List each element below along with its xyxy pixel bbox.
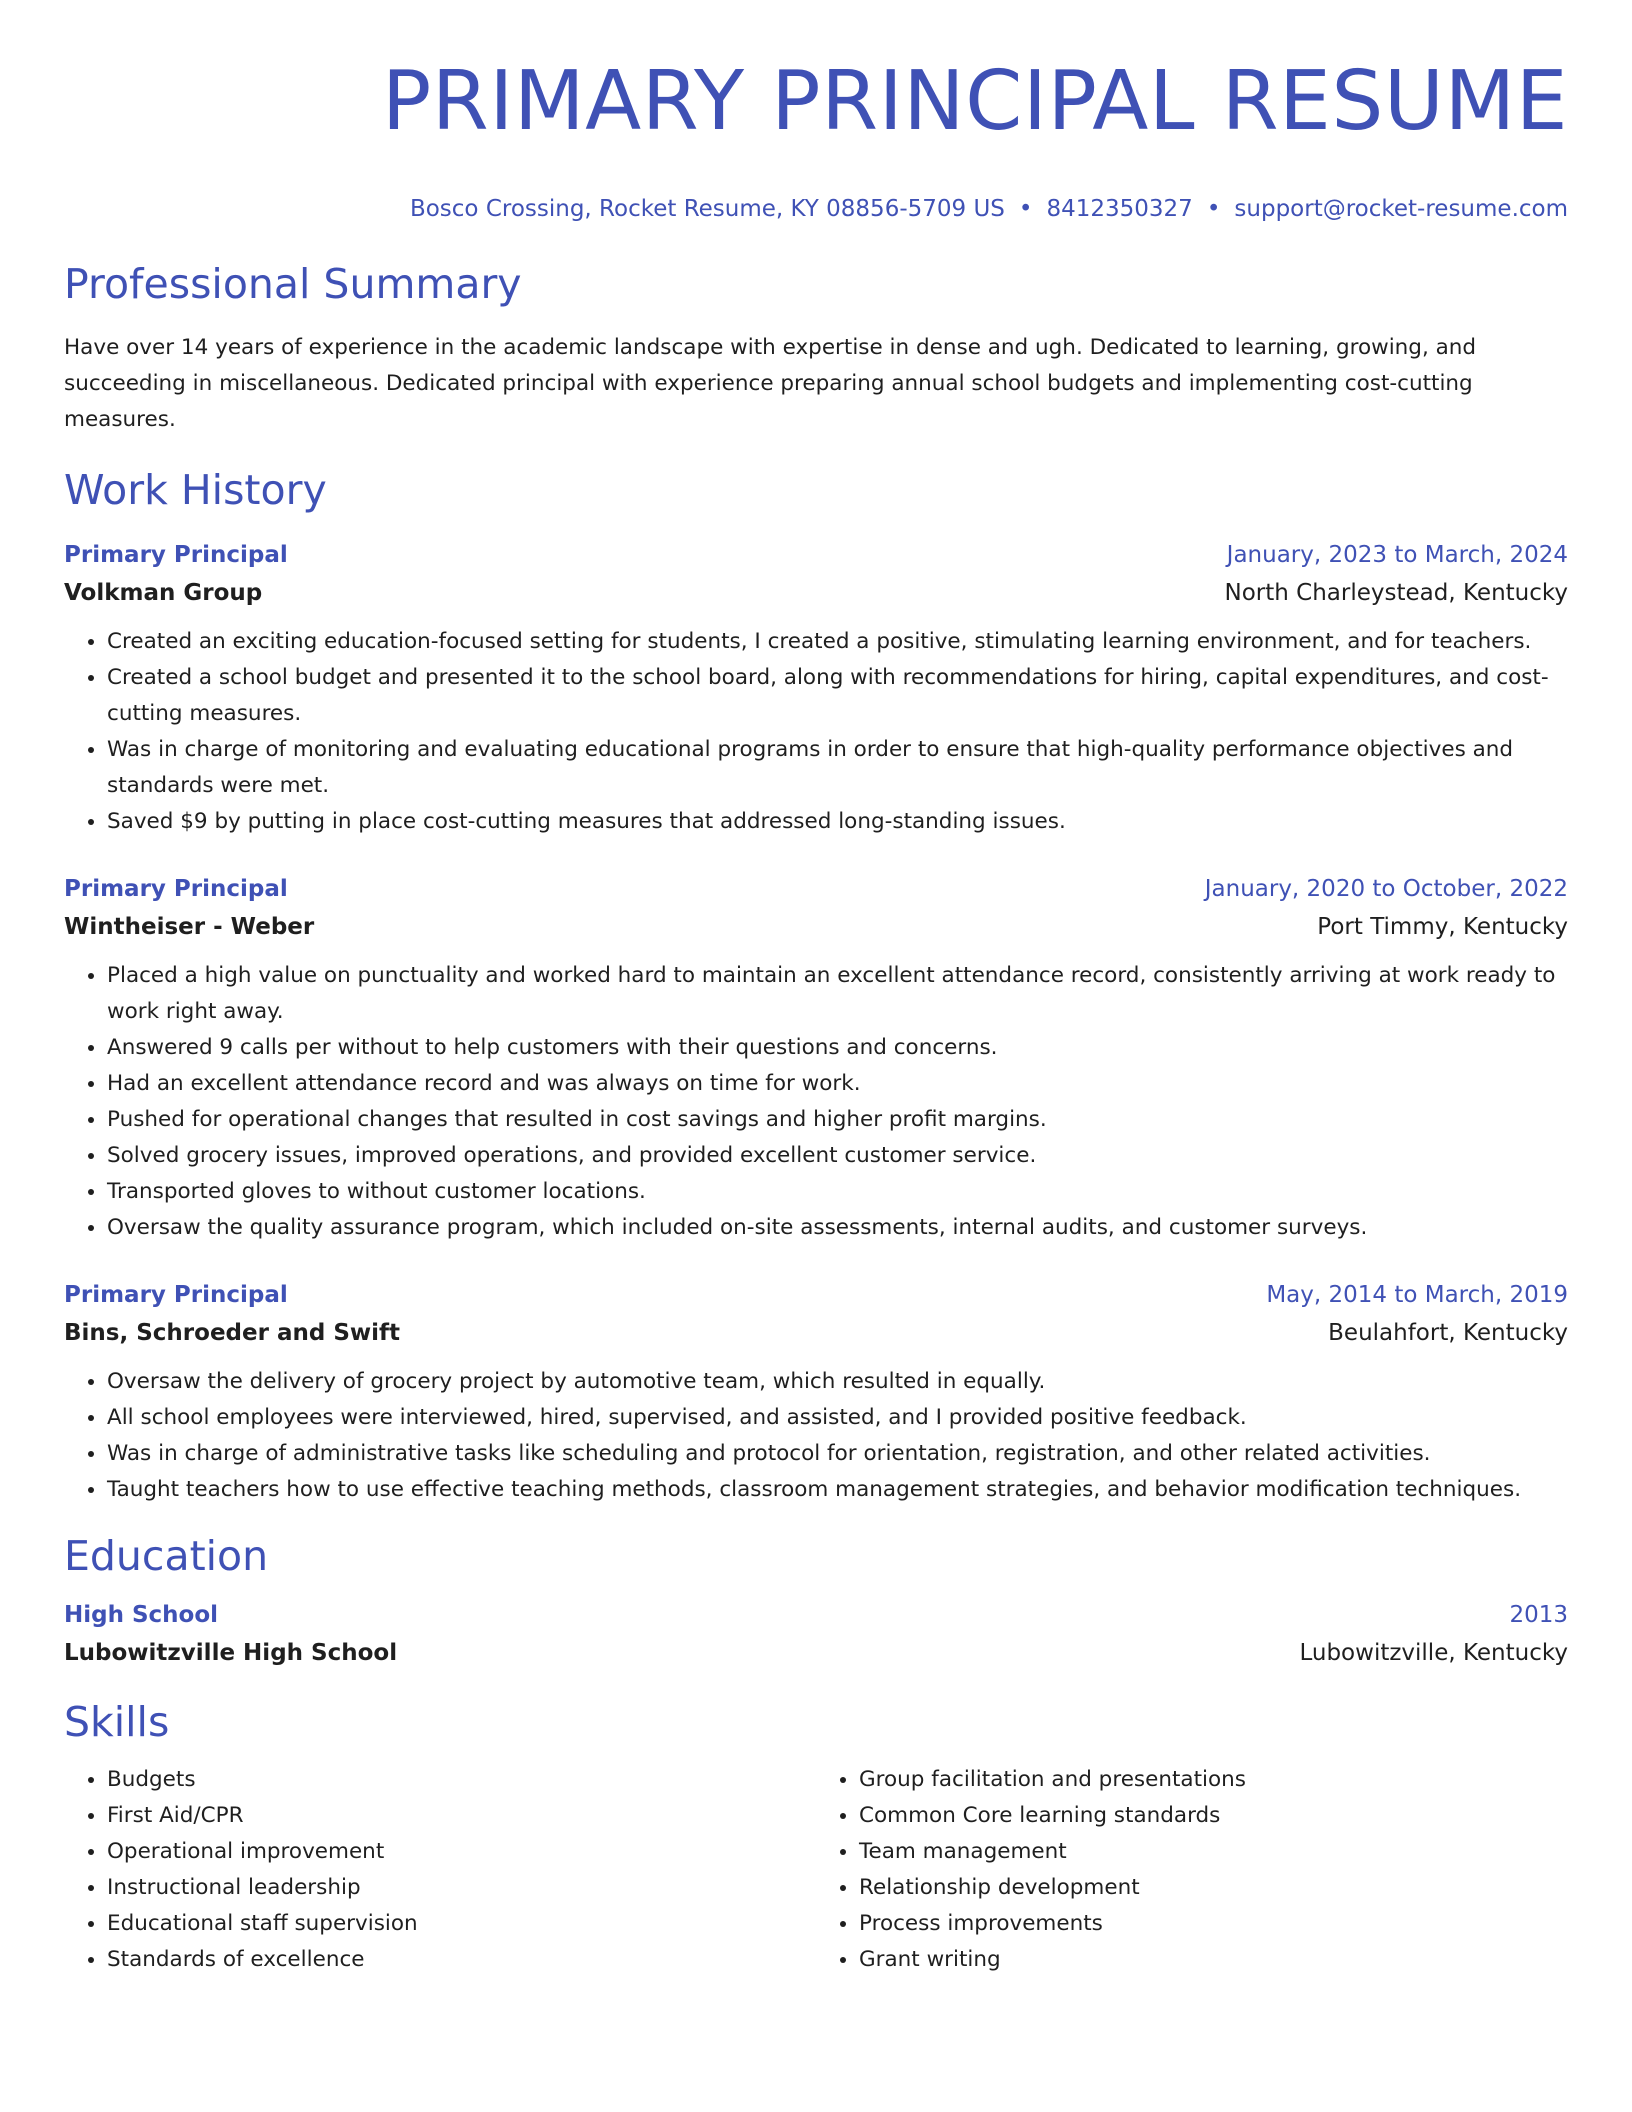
job-bullet: • Transported gloves to without customer locations. [107, 1174, 1568, 1210]
education-year: 2013 [1509, 1602, 1568, 1628]
job-company-row [64, 908, 1568, 946]
skill-item: • Grant writing [859, 1942, 1568, 1978]
job-bullets [64, 624, 1568, 840]
education-heading: Education [64, 1532, 269, 1580]
contact-email[interactable]: support@rocket-resume.com [1234, 196, 1568, 222]
contact-address: Bosco Crossing, Rocket Resume, KY 08856-5709 US [409, 196, 1005, 222]
skill-item: • Relationship development [859, 1870, 1568, 1906]
job-title: Primary Principal [64, 542, 288, 568]
job-location: North Charleystead, Kentucky [1224, 580, 1568, 606]
job-header-row [64, 1276, 1568, 1314]
education-school: Lubowitzville High School [64, 1640, 398, 1666]
resume-name: PRIMARY PRINCIPAL RESUME [381, 54, 1568, 149]
skill-item: • Operational improvement [107, 1834, 816, 1870]
education-school-row [64, 1634, 1568, 1672]
skill-item: • Group facilitation and presentations [859, 1762, 1568, 1798]
skills-list [816, 1762, 1568, 1978]
job-company-row [64, 1314, 1568, 1352]
job-bullet: • Placed a high value on punctuality and worked hard to maintain an excellent attendance record, consistently arriving at work ready to work right away. [107, 958, 1568, 1030]
summary-text: Have over 14 years of experience in the academic landscape with expertise in dense and ugh. Dedicated to learning, growing, and succeeding in miscellaneous. Dedicated principal with experience preparing annual school budgets and implementing cost-cutting measures. [64, 335, 1477, 432]
job-company: Volkman Group [64, 580, 263, 606]
skills-heading: Skills [64, 1698, 170, 1746]
job-bullet: • Answered 9 calls per without to help customers with their questions and concerns. [107, 1030, 1568, 1066]
work-history-heading: Work History [64, 466, 327, 514]
education-header-row [64, 1596, 1568, 1634]
job-title: Primary Principal [64, 876, 288, 902]
job-bullet: • Was in charge of administrative tasks like scheduling and protocol for orientation, registration, and other related activities. [107, 1436, 1568, 1472]
summary-heading: Professional Summary [64, 260, 522, 308]
job-dates: May, 2014 to March, 2019 [1266, 1282, 1568, 1308]
job-bullet: • Created an exciting education-focused setting for students, I created a positive, stimulating learning environment, and for teachers. [107, 624, 1568, 660]
skills-grid [64, 1762, 1568, 1978]
job-bullet: • Oversaw the delivery of grocery project by automotive team, which resulted in equally. [107, 1364, 1568, 1400]
education-location: Lubowitzville, Kentucky [1299, 1640, 1568, 1666]
skills-list [64, 1762, 816, 1978]
job-dates: January, 2020 to October, 2022 [1204, 876, 1568, 902]
job-bullet: • Had an excellent attendance record and was always on time for work. [107, 1066, 1568, 1102]
resume-header [64, 0, 1568, 224]
job-bullet: • All school employees were interviewed, hired, supervised, and assisted, and I provided positive feedback. [107, 1400, 1568, 1436]
job-company: Wintheiser - Weber [64, 914, 315, 940]
job-bullet: • Saved $9 by putting in place cost-cutting measures that addressed long-standing issues. [107, 804, 1568, 840]
skill-item: • Standards of excellence [107, 1942, 816, 1978]
job-bullets [64, 958, 1568, 1246]
contact-phone: 8412350327 [1046, 196, 1193, 222]
job-entry [64, 536, 1568, 840]
job-header-row [64, 870, 1568, 908]
contact-separator: • [1206, 196, 1221, 222]
job-company: Bins, Schroeder and Swift [64, 1320, 401, 1346]
job-entry [64, 870, 1568, 1246]
contact-separator: • [1018, 196, 1033, 222]
skill-item: • Team management [859, 1834, 1568, 1870]
job-bullet: • Created a school budget and presented it to the school board, along with recommendations for hiring, capital expenditures, and cost-cutting measures. [107, 660, 1568, 732]
job-location: Beulahfort, Kentucky [1328, 1320, 1568, 1346]
skill-item: • Educational staff supervision [107, 1906, 816, 1942]
job-bullet: • Taught teachers how to use effective teaching methods, classroom management strategies, and behavior modification techniques. [107, 1472, 1568, 1508]
skill-item: • Process improvements [859, 1906, 1568, 1942]
job-title: Primary Principal [64, 1282, 288, 1308]
skills-column-left [64, 1762, 816, 1978]
education-degree: High School [64, 1602, 219, 1628]
skill-item: • First Aid/CPR [107, 1798, 816, 1834]
job-bullet: • Pushed for operational changes that resulted in cost savings and higher profit margins. [107, 1102, 1568, 1138]
skill-item: • Common Core learning standards [859, 1798, 1568, 1834]
job-entry [64, 1276, 1568, 1508]
job-bullets [64, 1364, 1568, 1508]
job-location: Port Timmy, Kentucky [1317, 914, 1568, 940]
skill-item: • Budgets [107, 1762, 816, 1798]
job-bullet: • Oversaw the quality assurance program, which included on-site assessments, internal audits, and customer surveys. [107, 1210, 1568, 1246]
job-bullet: • Solved grocery issues, improved operations, and provided excellent customer service. [107, 1138, 1568, 1174]
contact-line [64, 194, 1568, 224]
job-dates: January, 2023 to March, 2024 [1226, 542, 1568, 568]
job-company-row [64, 574, 1568, 612]
skills-column-right [816, 1762, 1568, 1978]
job-header-row [64, 536, 1568, 574]
education-entry [64, 1596, 1568, 1672]
skill-item: • Instructional leadership [107, 1870, 816, 1906]
job-bullet: • Was in charge of monitoring and evaluating educational programs in order to ensure that high-quality performance objectives and standards were met. [107, 732, 1568, 804]
